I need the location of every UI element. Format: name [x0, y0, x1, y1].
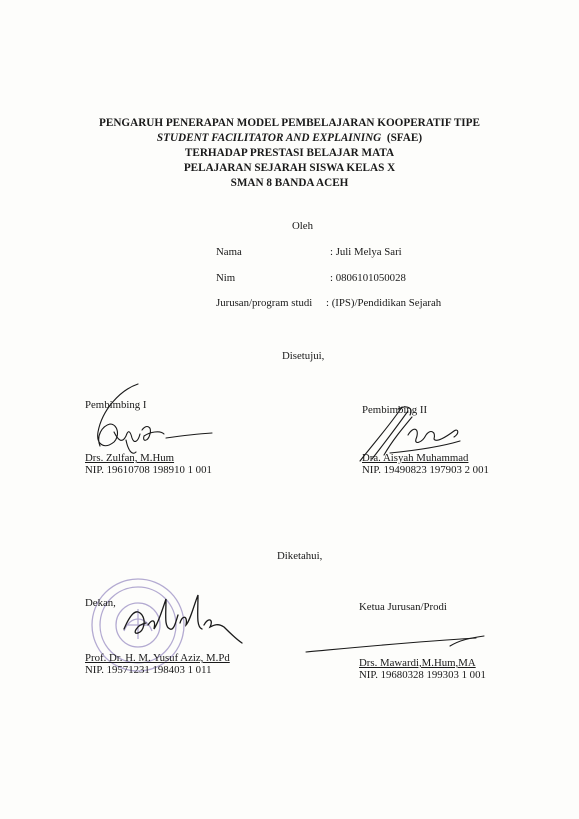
title-line-5: SMAN 8 BANDA ACEH	[230, 177, 349, 189]
pembimbing2-name: Dra. Aisyah Muhammad	[362, 452, 469, 464]
diketahui-label: Diketahui,	[277, 550, 323, 562]
pembimbing2-role: Pembimbing II	[362, 404, 428, 416]
document-title	[0, 116, 579, 191]
title-line-2	[0, 131, 579, 146]
title-line-4: PELAJARAN SEJARAH SISWA KELAS X	[183, 162, 396, 174]
info-value-nim: : 0806101050028	[330, 272, 406, 284]
title-method-abbr: (SFAE)	[386, 132, 423, 144]
dekan-name: Prof. Dr. H. M. Yusuf Aziz, M.Pd	[85, 652, 230, 664]
info-value-jurusan: : (IPS)/Pendidikan Sejarah	[326, 297, 442, 309]
info-label-nama: Nama	[216, 246, 242, 258]
signature-ketua-icon	[300, 630, 500, 660]
dekan-role: Dekan,	[85, 597, 116, 609]
ketua-nip: NIP. 19680328 199303 1 001	[359, 669, 486, 681]
oleh-label: Oleh	[292, 220, 313, 232]
title-line-3: TERHADAP PRESTASI BELAJAR MATA	[184, 147, 395, 159]
pembimbing2-nip: NIP. 19490823 197903 2 001	[362, 464, 489, 476]
info-value-nama: : Juli Melya Sari	[330, 246, 402, 258]
signature-dekan-icon	[118, 585, 258, 650]
signature-pembimbing1-icon	[80, 380, 220, 460]
title-method-name: STUDENT FACILITATOR AND EXPLAINING	[156, 132, 382, 144]
ketua-name: Drs. Mawardi,M.Hum,MA	[359, 657, 476, 669]
title-line-1: PENGARUH PENERAPAN MODEL PEMBELAJARAN KOOPERATIF TIPE	[99, 117, 480, 129]
pembimbing1-role: Pembimbing I	[85, 399, 147, 411]
info-label-nim: Nim	[216, 272, 236, 284]
pembimbing1-nip: NIP. 19610708 198910 1 001	[85, 464, 212, 476]
ketua-role: Ketua Jurusan/Prodi	[359, 601, 447, 613]
dekan-nip: NIP. 19571231 198403 1 011	[85, 664, 212, 676]
disetujui-label: Disetujui,	[282, 350, 325, 362]
info-label-jurusan: Jurusan/program studi	[216, 297, 313, 309]
pembimbing1-name: Drs. Zulfan, M.Hum	[85, 452, 175, 464]
